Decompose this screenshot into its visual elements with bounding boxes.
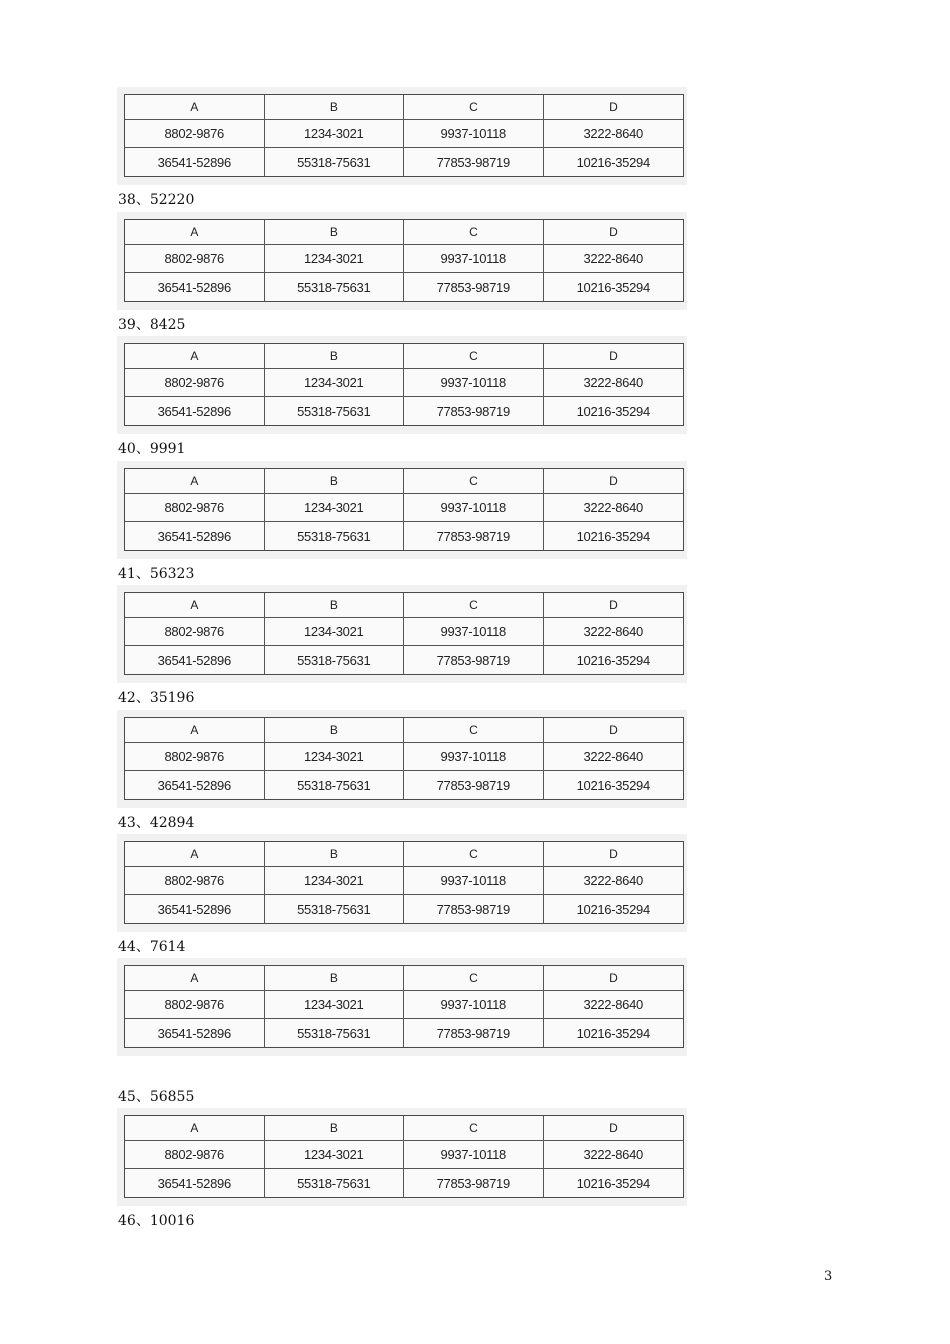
- table-cell: 1234-3021: [265, 494, 405, 522]
- table-header-cell: C: [404, 469, 544, 494]
- range-table: [117, 585, 687, 683]
- table-cell: 9937-10118: [404, 369, 544, 397]
- range-table: [117, 461, 687, 559]
- table-header-cell: B: [265, 842, 405, 867]
- table-header-cell: A: [125, 220, 265, 245]
- table-header-cell: B: [265, 220, 405, 245]
- table-cell: 10216-35294: [576, 403, 650, 419]
- table-cell: 1234-3021: [265, 369, 405, 397]
- range-table: [117, 958, 687, 1056]
- table-cell: 8802-9876: [125, 991, 265, 1019]
- table-cell: 77853-98719: [404, 522, 544, 550]
- range-table-grid: [124, 219, 684, 302]
- table-cell: 10216-35294: [576, 154, 650, 170]
- range-table-grid: [124, 717, 684, 800]
- question-label: 44、7614: [118, 939, 186, 955]
- table-cell: 77853-98719: [404, 1169, 544, 1197]
- table-header-cell: D: [544, 593, 684, 618]
- table-cell: 9937-10118: [404, 991, 544, 1019]
- table-cell: 55318-75631: [265, 522, 405, 550]
- table-cell: 9937-10118: [404, 743, 544, 771]
- range-table-grid: [124, 841, 684, 924]
- table-cell: 3222-8640: [544, 743, 684, 771]
- table-cell: 36541-52896: [125, 522, 265, 550]
- table-cell: 9937-10118: [404, 245, 544, 273]
- table-cell: 55318-75631: [265, 771, 405, 799]
- table-header-cell: C: [404, 344, 544, 369]
- question-label: 39、8425: [118, 317, 186, 333]
- table-cell: 8802-9876: [125, 618, 265, 646]
- range-table: [117, 212, 687, 310]
- table-header-cell: B: [265, 1116, 405, 1141]
- table-cell: 55318-75631: [265, 148, 405, 176]
- table-cell: 3222-8640: [544, 991, 684, 1019]
- table-cell: 55318-75631: [265, 273, 405, 301]
- table-header-cell: A: [125, 344, 265, 369]
- table-cell: 10216-35294: [576, 1175, 650, 1191]
- table-cell: 3222-8640: [544, 494, 684, 522]
- table-cell: 8802-9876: [125, 245, 265, 273]
- table-header-cell: C: [404, 220, 544, 245]
- table-cell: 8802-9876: [125, 867, 265, 895]
- table-header-cell: B: [265, 966, 405, 991]
- table-cell: 36541-52896: [125, 273, 265, 301]
- table-cell: 8802-9876: [125, 120, 265, 148]
- question-label: 45、56855: [118, 1089, 195, 1105]
- table-header-cell: C: [404, 966, 544, 991]
- table-cell: 77853-98719: [404, 148, 544, 176]
- table-cell: 10216-35294: [576, 652, 650, 668]
- table-cell: 77853-98719: [404, 646, 544, 674]
- table-header-cell: C: [404, 95, 544, 120]
- table-header-cell: C: [404, 718, 544, 743]
- table-header-cell: D: [544, 220, 684, 245]
- table-header-cell: D: [544, 966, 684, 991]
- table-header-cell: A: [125, 593, 265, 618]
- table-header-cell: D: [544, 469, 684, 494]
- table-cell: 77853-98719: [404, 1019, 544, 1047]
- table-header-cell: C: [404, 593, 544, 618]
- table-cell: 10216-35294: [576, 279, 650, 295]
- table-header-cell: D: [544, 718, 684, 743]
- table-header-cell: A: [125, 95, 265, 120]
- range-table-grid: [124, 965, 684, 1048]
- table-cell: 3222-8640: [544, 618, 684, 646]
- table-cell: 55318-75631: [265, 1169, 405, 1197]
- table-cell: 1234-3021: [265, 618, 405, 646]
- question-label: 46、10016: [118, 1213, 195, 1229]
- table-header-cell: C: [404, 1116, 544, 1141]
- table-cell: 9937-10118: [404, 618, 544, 646]
- table-cell: 55318-75631: [265, 646, 405, 674]
- table-cell: 77853-98719: [404, 397, 544, 425]
- range-table-grid: [124, 1115, 684, 1198]
- table-header-cell: B: [265, 95, 405, 120]
- table-cell: 55318-75631: [265, 1019, 405, 1047]
- table-cell: 1234-3021: [265, 245, 405, 273]
- table-header-cell: A: [125, 966, 265, 991]
- table-header-cell: D: [544, 1116, 684, 1141]
- table-header-cell: C: [404, 842, 544, 867]
- table-cell: 77853-98719: [404, 895, 544, 923]
- table-cell: 1234-3021: [265, 743, 405, 771]
- question-label: 38、52220: [118, 192, 195, 208]
- table-cell: 36541-52896: [125, 1019, 265, 1047]
- table-cell: 10216-35294: [576, 528, 650, 544]
- table-cell: 55318-75631: [265, 397, 405, 425]
- table-cell: 3222-8640: [544, 369, 684, 397]
- table-cell: 9937-10118: [404, 867, 544, 895]
- question-label: 40、9991: [118, 441, 186, 457]
- table-cell: 1234-3021: [265, 867, 405, 895]
- table-cell: 36541-52896: [125, 1169, 265, 1197]
- table-cell: 9937-10118: [404, 1141, 544, 1169]
- table-cell: 1234-3021: [265, 1141, 405, 1169]
- table-header-cell: D: [544, 842, 684, 867]
- range-table-grid: [124, 343, 684, 426]
- table-cell: 77853-98719: [404, 273, 544, 301]
- table-header-cell: B: [265, 593, 405, 618]
- range-table: [117, 710, 687, 808]
- range-table: [117, 87, 687, 185]
- question-label: 41、56323: [118, 566, 195, 582]
- table-cell: 36541-52896: [125, 895, 265, 923]
- question-label: 42、35196: [118, 690, 195, 706]
- table-cell: 10216-35294: [576, 1025, 650, 1041]
- table-cell: 36541-52896: [125, 397, 265, 425]
- range-table-grid: [124, 94, 684, 177]
- range-table-grid: [124, 592, 684, 675]
- table-cell: 77853-98719: [404, 771, 544, 799]
- table-cell: 36541-52896: [125, 646, 265, 674]
- table-cell: 10216-35294: [576, 901, 650, 917]
- table-header-cell: A: [125, 842, 265, 867]
- table-cell: 36541-52896: [125, 148, 265, 176]
- range-table-grid: [124, 468, 684, 551]
- table-cell: 8802-9876: [125, 743, 265, 771]
- table-cell: 3222-8640: [544, 120, 684, 148]
- table-cell: 3222-8640: [544, 245, 684, 273]
- range-table: [117, 834, 687, 932]
- table-header-cell: D: [544, 95, 684, 120]
- page-number: 3: [824, 1269, 833, 1284]
- table-cell: 1234-3021: [265, 991, 405, 1019]
- table-cell: 8802-9876: [125, 369, 265, 397]
- question-label: 43、42894: [118, 815, 195, 831]
- table-cell: 8802-9876: [125, 494, 265, 522]
- table-cell: 8802-9876: [125, 1141, 265, 1169]
- table-header-cell: B: [265, 344, 405, 369]
- table-cell: 1234-3021: [265, 120, 405, 148]
- table-header-cell: B: [265, 469, 405, 494]
- table-header-cell: A: [125, 469, 265, 494]
- range-table: [117, 336, 687, 434]
- table-header-cell: A: [125, 718, 265, 743]
- table-cell: 3222-8640: [544, 867, 684, 895]
- range-table: [117, 1108, 687, 1206]
- table-cell: 3222-8640: [544, 1141, 684, 1169]
- table-header-cell: D: [544, 344, 684, 369]
- table-cell: 55318-75631: [265, 895, 405, 923]
- table-cell: 10216-35294: [576, 777, 650, 793]
- table-cell: 9937-10118: [404, 120, 544, 148]
- table-cell: 36541-52896: [125, 771, 265, 799]
- table-header-cell: A: [125, 1116, 265, 1141]
- table-cell: 9937-10118: [404, 494, 544, 522]
- table-header-cell: B: [265, 718, 405, 743]
